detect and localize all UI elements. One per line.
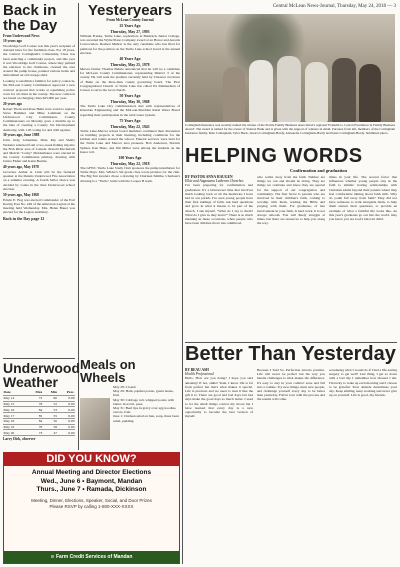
section-head: 20 years ago	[3, 101, 22, 106]
cell: May 19	[3, 424, 27, 430]
farm-credit-advertisement	[3, 452, 180, 564]
ad-date-2: Thurs., June 7 • Ramada, Dickinson	[36, 486, 147, 493]
cell: 0.00	[57, 395, 75, 401]
section-body: Edwin E. Bog was elected Commander of the Earl Kornig Post No. 249 of the American Legion at the meeting held Wednesday. Mrs. Helen Bauer was elected for the Legion Auxiliary.	[3, 197, 75, 215]
section-body: Governor Arthur A. Link will be the featured speaker at the Dennis Underwood Fire Association on a summer evening. A fourth ballot choice was decided by voters in the June Underwood school election.	[3, 170, 75, 191]
ad-footer-brand	[4, 551, 179, 563]
helping-words-column-3: times in your life. The second factor that influences whether young people stay in the faith is similar: having relationships with Christian adults beyond their parents where they feel comfortable talking about faith with. Why do youth fall away from faith? They did not have someone to walk alongside them, to help them answer their questions, to provide an example of what a faithful life looks like. As this year's graduates go out into the world, may you know you are God's beloved child.	[329, 175, 397, 222]
photo-person	[223, 67, 245, 122]
cell: May 20	[3, 430, 27, 436]
section-body: Looking to establish a familiar for policy contracts, the McLean County Commission approved a new contract proposal that works at equalizing police costs for all cities in the county. The new contracts are based on charging cities $25,000 per year.	[3, 79, 75, 100]
continued-pointer: Back in the Day page 12	[3, 216, 45, 222]
meals-on-wheels-title: Meals on Wheels	[80, 357, 136, 385]
article-text: I've been preparing for confirmation and graduation. It's a bittersweet time that involves much looking back at all the memories I have had in our parish. I've seen young people have their first inklings of faith, ask hard questions and grow in what it means to be part of the church. I ask myself, "What do I say to them? What do I give as they leave?" There is so much meaning in these occasions, when people who have been children move into adulthood.	[185, 183, 253, 226]
yesteryears-source: From McLean County Journal	[106, 18, 154, 22]
photo-person	[332, 58, 356, 122]
entry-body: The GFWC Turtle Lake Study Club sponsors the pump installation for Turtle Days. Mrs. Wilder's 5th grade class wrote pictures for the club. The Big Ten Graders chose a drawing by Charleen Smithe. Charleen's drawing is a "Turtle" turtle with the Cooper B team.	[80, 166, 180, 183]
back-source: From Underwood News	[3, 34, 40, 38]
photo-person	[359, 64, 381, 122]
group-photo	[185, 14, 395, 122]
cell: 0.00	[57, 407, 75, 413]
cell: 50	[43, 418, 58, 424]
underwood-weather-box	[3, 360, 80, 442]
better-than-yesterday-title: Better Than Yesterday	[185, 343, 396, 365]
ad-details: Meeting, Dinner, Elections, Speaker, Social, and Door Prizes	[31, 497, 152, 503]
menu-item: May 31: Beef tips in gravy over egg noodles, carrots, fruit.	[113, 406, 177, 415]
cell: 0.00	[57, 401, 75, 407]
entry-body: Mercer farmer Thomas Behrle announced that he will be a candidate for McLean County Commissioner, representing District 3 of the county. He will seek the position currently held by Clarence Jacobson of Butte on the three-man county governing board. The First Congregational Church of Turtle Lake has called Ed Zimmerman of Carson to serve the local church.	[80, 67, 180, 93]
article-text: Hello. How are you doing? I hope you said amazing! If not, smile! Yeah, I know life is far from perfect but that's what makes it special. Life is precious and we need to treat it like the gift it is. There are good and bad days but bad days make the good days so much better. I used to let the small things control my mood but I have learned that every day is a new opportunity to become the best version of myself.	[185, 376, 253, 419]
byline-affiliation: Elkie and Augustana Lutheran Churches	[185, 179, 244, 184]
better-column-3: wondering what I would do if I had a life-saving surgery to get well? Last thing, I get so down with a bad day I remember how blessed I am. I'm lucky to wake up each morning and I choose to be grateful. Your attitude determines your day. Keep smiling, keep working and never give up on yourself. Life is good, my friends.	[329, 368, 397, 398]
weather-observer: Larry Dick, observer	[3, 437, 36, 442]
menu-item: May 28: Closed.	[113, 385, 137, 389]
entry-date: Thursday, May 22, 1918	[110, 162, 150, 167]
cell: 84	[27, 418, 43, 424]
cell: 85	[27, 413, 43, 419]
cell: 53	[43, 407, 58, 413]
cell: 47	[43, 430, 58, 436]
cell: 52	[43, 401, 58, 407]
ad-brand-name: Farm Credit Services of Mandan	[55, 554, 133, 560]
entry-head: 75 Years Ago	[119, 118, 141, 123]
yesteryears-title: Yesteryears	[87, 2, 173, 19]
column-header: Min	[43, 390, 58, 395]
cell: 0.00	[57, 430, 75, 436]
menu-item: June 1: Chicken salad on bun, soup, three bean salad, pudding.	[113, 414, 179, 423]
photo-person	[277, 56, 301, 122]
yesteryears-column	[80, 3, 180, 184]
entry-date: Thursday, May 22, 1943	[110, 124, 150, 129]
ad-meeting-title: Annual Meeting and Director Elections	[31, 469, 152, 476]
cell: May 16	[3, 407, 27, 413]
entry-head: 25 Years Ago	[119, 24, 141, 28]
entry-body: William Franks, Turtle Lake, sophomore at Bismarck Junior College, was awarded the Wylie Piano Company award at an Honor and Awards Convocation. Reuben Mehrer is the only candidate who has filed for petitions for the position on the Turtle Lake school board at the annual election.	[80, 34, 180, 55]
running-head: Central McLean News-Journal, Thursday, May 24, 2018 — 3	[272, 4, 396, 9]
underwood-weather-title: Underwood Weather	[3, 360, 80, 390]
section-head: 40 years ago, May 1978	[3, 165, 39, 170]
menu-item: May 29: Ham, paprika potato, green beans, fruit.	[113, 389, 174, 398]
cell: 78	[27, 424, 43, 430]
helping-words-column-2: who walks away from the faith. Neither are things we can and should be doing. They are things we celebrate and know they are special for the support of our congregation and community. The first factor is parents who are involved in their children's faith, coming to worship with them, reading the Bible and praying with them. For graduates, of late involvement in your faith, is hard work. It is not always smooth. You will likely struggle at times, but there are resources to help you along the way.	[257, 175, 325, 226]
cell: 73	[27, 430, 43, 436]
cell: 0.00	[57, 418, 75, 424]
section-body: Woodridge Golf Course was this year's recipient of donated labor for the freshman class. For 18 years, the Central Cottingham's Citizenship Class has been selecting a community project, and this year it was Woodridge Golf Course, where they painted the entrance to the clubhouse, cleaned the area around the pump house, painted various items and demolished an old storage shed.	[3, 44, 75, 78]
entry-body: Turtle Lake-Mercer school board members continued their discussion on building projects at their meeting, including conditions for the kitchen and toilets around the school. Funeral services were held for the Turtle Lake and Mercer area pioneers. Bob Anderson, Darwin Spitzer, Ken Huse, and Jim Miller were among the students on the honor roll.	[80, 128, 180, 154]
ad-rsvp: Please RSVP by calling 1-800-XXX-XXXX	[49, 503, 134, 509]
section-head: 10 years ago	[3, 39, 22, 43]
cell: 0.00	[57, 413, 75, 419]
meals-photo	[80, 398, 110, 440]
cell: 0.00	[57, 424, 75, 430]
section-body: John, Judy, Johnathan, Dick, Kip and Shelly Weissler returned from a two-week fishing trip into the Fish River area of Canada. Ronald Kirchelach and Melvin "Corky" Moldenhauer were elected in the County Commission primary, drawing with Janice Fisher and Kenn Beattie.	[3, 138, 75, 164]
entry-head: 50 Years Ago	[119, 94, 141, 99]
helping-words-subtitle: Confirmation and graduation	[290, 168, 348, 173]
entry-date: Thursday, May 25, 1978	[110, 63, 150, 68]
photo-person	[249, 60, 273, 122]
cell: 58	[43, 424, 58, 430]
photo-person	[305, 62, 328, 122]
byline-affiliation: Health Professional	[185, 372, 214, 377]
section-head: 50 years ago, May 1968	[3, 192, 39, 197]
entry-date: Thursday, May 30, 1968	[110, 100, 150, 105]
byline: BY PASTOR ANNA HAUGEN	[185, 175, 233, 179]
section-head: 30 years ago, June 1988	[3, 133, 40, 138]
meals-menu	[113, 385, 180, 423]
table-row	[3, 430, 75, 436]
cell: 78	[27, 401, 43, 407]
cell: 72	[27, 395, 43, 401]
ad-headline: DID YOU KNOW?	[4, 453, 179, 466]
weather-table	[3, 390, 75, 436]
section-body: Robert Thom and Rose Hehn were voted to replace Steve Hammer and Mike Lohmann on the Underwood City Commission. County Commissioners on Monday gave a thumbs up to the idea of creating a County Job Development Authority, with 1.05 voting for and 4.96 against.	[3, 106, 75, 132]
cell: May 15	[3, 401, 27, 407]
column-header: Prec.	[57, 390, 75, 395]
cell: 84	[27, 407, 43, 413]
byline: BY BEAU ASH	[185, 368, 209, 372]
section-rule	[3, 358, 75, 359]
better-column-2: Because I Said So. Perfection attracts positive. Life will never be perfect but the way you handle challenges is what makes the difference. It's easy to stay in your comfort zone and fall into a routine. Try new things, meet new people, and challenge yourself every day to be better than yesterday. Fall in love with the process and the results will come.	[257, 368, 325, 402]
column-rule	[182, 3, 183, 564]
photo-caption: Cottingham Insurance was recently named the winner of the Prairie Family Business Association's regional 'Franklin G. Larson Excellence in Family Business Award'. The award is named for the owner of Stanton Bank and is given with the support of winners in small, Pursued, from left, members of the Cottingham Insurance family, Dale Cottingham, Tyler Huck, Jessica Cottingham-Hardy, Alexandra Cottingham-Hardy and Katie Cottingham-Hardy. Submitted photo.	[185, 123, 395, 135]
column-header: Max	[27, 390, 43, 395]
cell: May 18	[3, 418, 27, 424]
cell: 55	[43, 413, 58, 419]
entry-date: Thursday, May 27, 1993	[110, 30, 150, 34]
back-in-the-day-column	[3, 3, 75, 221]
helping-words-title: HELPING WORDS	[185, 145, 363, 167]
meals-on-wheels-box	[80, 358, 180, 384]
ad-date-1: Wed., June 6 • Baymont, Mandan	[40, 477, 143, 485]
leaf-icon	[51, 555, 54, 558]
cell: 60	[43, 395, 58, 401]
menu-item: May 30: Cabbage roll, whipped potato with butter, broccoli, peas.	[113, 397, 175, 406]
cell: May 14	[3, 395, 27, 401]
helping-words-column-1	[185, 175, 253, 225]
entry-body: The Turtle Lake City commissioners met with representatives of Interstate Engineering and the McLean-Sheridan Rural Water Board regarding their participation in the rural water system.	[80, 104, 180, 117]
cell: May 17	[3, 413, 27, 419]
entry-head: 40 Years Ago	[119, 57, 141, 62]
better-column-1	[185, 368, 253, 418]
back-in-the-day-title: Back in the Day	[3, 2, 58, 34]
entry-head: 100 Years Ago	[118, 156, 142, 161]
column-rule	[78, 3, 79, 450]
column-header: Date	[3, 390, 27, 395]
